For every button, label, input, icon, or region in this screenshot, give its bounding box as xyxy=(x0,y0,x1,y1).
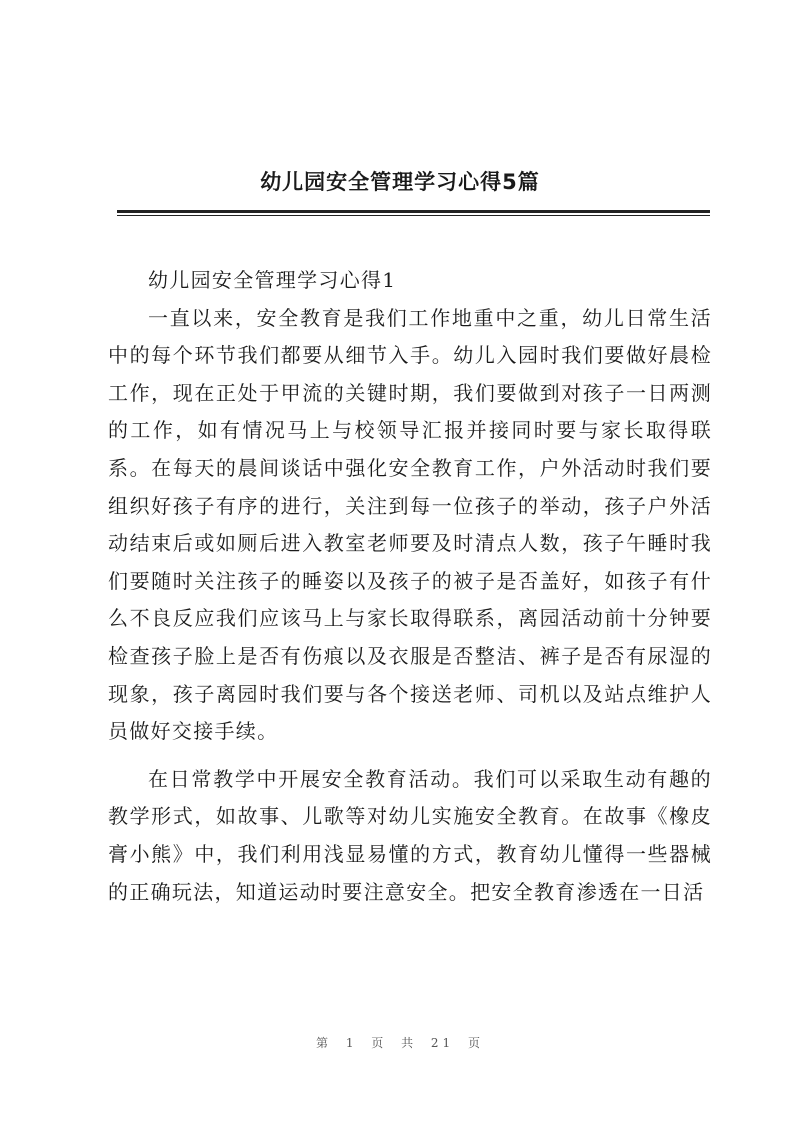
title-divider-thick xyxy=(117,210,710,213)
document-title: 幼儿园安全管理学习心得5篇 xyxy=(260,170,540,194)
title-divider-thin xyxy=(117,215,710,216)
page-footer: 第 1 页 共 21 页 xyxy=(316,1036,484,1050)
section-heading: 幼儿园安全管理学习心得1 xyxy=(148,268,397,292)
paragraph-2: 在日常教学中开展安全教育活动。我们可以采取生动有趣的教学形式，如故事、儿歌等对幼儿实施安全教育。在故事《橡皮膏小熊》中，我们利用浅显易懂的方式，教育幼儿懂得一些器械的正确玩法，知道运动时要注意安全。把安全教育渗透在一日活 xyxy=(108,766,712,904)
document-body xyxy=(108,262,712,911)
paragraph-1: 一直以来，安全教育是我们工作地重中之重，幼儿日常生活中的每个环节我们都要从细节入手。幼儿入园时我们要做好晨检工作，现在正处于甲流的关键时期，我们要做到对孩子一日两测的工作，如有情况马上与校领导汇报并接同时要与家长取得联系。在每天的晨间谈话中强化安全教育工作，户外活动时我们要组织好孩子有序的进行，关注到每一位孩子的举动，孩子户外活动结束后或如厕后进入教室老师要及时清点人数，孩子午睡时我们要随时关注孩子的睡姿以及孩子的被子是否盖好，如孩子有什么不良反应我们应该马上与家长取得联系，离园活动前十分钟要检查孩子脸上是否有伤痕以及衣服是否整洁、裤子是否有尿湿的现象，孩子离园时我们要与各个接送老师、司机以及站点维护人员做好交接手续。 xyxy=(108,305,712,744)
